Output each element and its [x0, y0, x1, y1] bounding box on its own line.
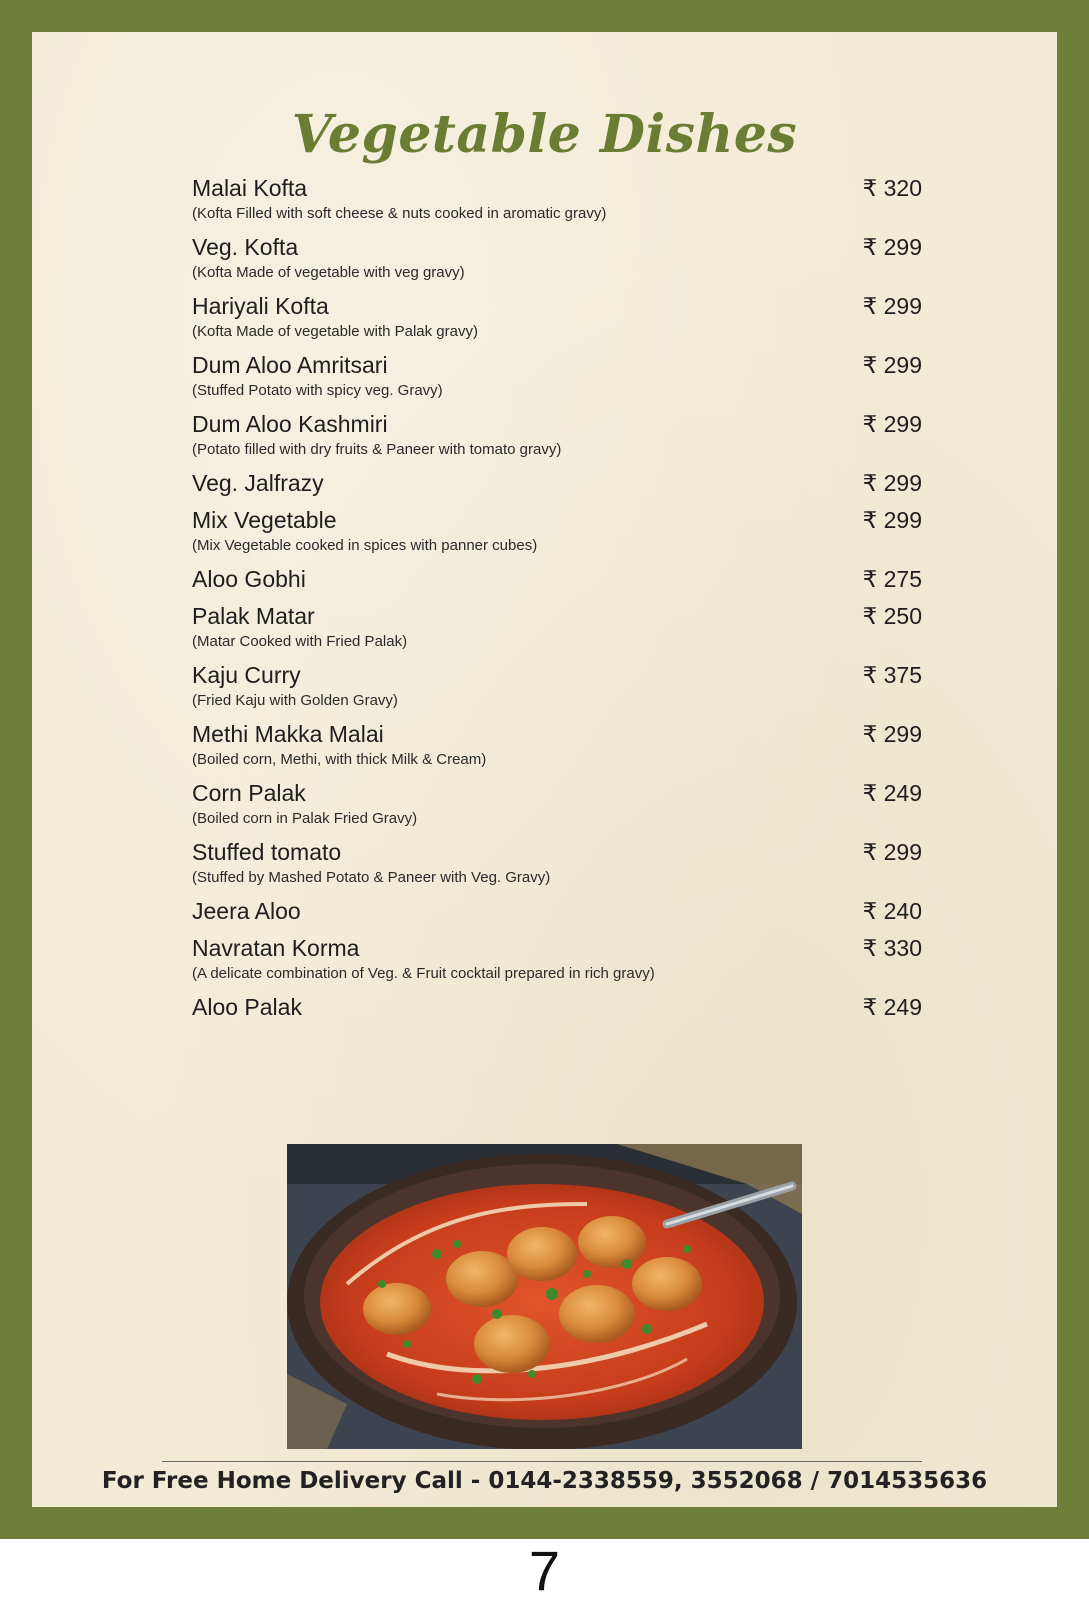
- dish-name: Aloo Palak: [192, 994, 302, 1020]
- dish-price: ₹ 299: [862, 352, 922, 378]
- menu-item-row: [192, 506, 922, 534]
- menu-item-row: [192, 174, 922, 202]
- menu-item-row: [192, 934, 922, 962]
- dish-description: (Kofta Made of vegetable with Palak gravy): [192, 323, 478, 340]
- dish-price: ₹ 299: [862, 470, 922, 496]
- menu-item-row: [192, 993, 922, 1021]
- menu-item-row: [192, 233, 922, 261]
- dish-description: (Kofta Made of vegetable with veg gravy): [192, 264, 465, 281]
- curry-bowl-image: [287, 1144, 802, 1449]
- menu-item: [192, 934, 922, 984]
- dish-price: ₹ 249: [862, 780, 922, 806]
- dish-price: ₹ 299: [862, 234, 922, 260]
- dish-price: ₹ 320: [862, 175, 922, 201]
- menu-item: [192, 661, 922, 711]
- dish-name: Aloo Gobhi: [192, 566, 306, 592]
- menu-item: [192, 720, 922, 770]
- menu-item: [192, 602, 922, 652]
- menu-item-row: [192, 469, 922, 497]
- dish-name: Mix Vegetable: [192, 507, 337, 533]
- dish-description: (Boiled corn, Methi, with thick Milk & Cream): [192, 751, 487, 768]
- menu-item-row: [192, 602, 922, 630]
- dish-price: ₹ 249: [862, 994, 922, 1020]
- menu-item: [192, 565, 922, 593]
- dish-description: (Kofta Filled with soft cheese & nuts cooked in aromatic gravy): [192, 205, 607, 222]
- menu-item: [192, 233, 922, 283]
- dish-price: ₹ 299: [862, 721, 922, 747]
- menu-item: [192, 410, 922, 460]
- dish-name: Navratan Korma: [192, 935, 360, 961]
- dish-price: ₹ 299: [862, 839, 922, 865]
- dish-name: Veg. Kofta: [192, 234, 299, 260]
- dish-description: (Boiled corn in Palak Fried Gravy): [192, 810, 418, 827]
- dish-description: (A delicate combination of Veg. & Fruit cocktail prepared in rich gravy): [192, 965, 655, 982]
- menu-item-row: [192, 661, 922, 689]
- menu-item: [192, 292, 922, 342]
- footer-divider: [162, 1461, 922, 1462]
- page-number: 7: [528, 1539, 561, 1602]
- dish-price: ₹ 275: [862, 566, 922, 592]
- menu-item-row: [192, 351, 922, 379]
- dish-name: Dum Aloo Amritsari: [192, 352, 388, 378]
- dish-description: (Stuffed by Mashed Potato & Paneer with Veg. Gravy): [192, 869, 551, 886]
- dish-name: Hariyali Kofta: [192, 293, 329, 319]
- menu-item-row: [192, 410, 922, 438]
- menu-item-row: [192, 720, 922, 748]
- dish-name: Jeera Aloo: [192, 898, 301, 924]
- menu-item: [192, 993, 922, 1021]
- menu-item: [192, 897, 922, 925]
- dish-name: Corn Palak: [192, 780, 306, 806]
- dish-price: ₹ 375: [862, 662, 922, 688]
- dish-name: Malai Kofta: [192, 175, 308, 201]
- menu-item-row: [192, 838, 922, 866]
- dish-name: Methi Makka Malai: [192, 721, 384, 747]
- menu-item: [192, 469, 922, 497]
- dish-name: Dum Aloo Kashmiri: [192, 411, 388, 437]
- menu-item-row: [192, 779, 922, 807]
- dish-price: ₹ 330: [862, 935, 922, 961]
- menu-item-row: [192, 897, 922, 925]
- dish-name: Kaju Curry: [192, 662, 301, 688]
- dish-price: ₹ 240: [862, 898, 922, 924]
- menu-item: [192, 174, 922, 224]
- dish-price: ₹ 250: [862, 603, 922, 629]
- delivery-footer: For Free Home Delivery Call - 0144-2338559, 3552068 / 7014535636: [101, 1468, 988, 1494]
- menu-item: [192, 506, 922, 556]
- dish-price: ₹ 299: [862, 507, 922, 533]
- dish-description: (Mix Vegetable cooked in spices with panner cubes): [192, 537, 538, 554]
- menu-page: [32, 32, 1057, 1507]
- menu-list: [192, 174, 922, 1021]
- menu-item-row: [192, 565, 922, 593]
- dish-photo: [287, 1144, 802, 1449]
- dish-name: Palak Matar: [192, 603, 315, 629]
- dish-name: Stuffed tomato: [192, 839, 342, 865]
- menu-item: [192, 779, 922, 829]
- page-title: Vegetable Dishes: [291, 104, 798, 165]
- dish-price: ₹ 299: [862, 293, 922, 319]
- menu-item-row: [192, 292, 922, 320]
- dish-description: (Matar Cooked with Fried Palak): [192, 633, 408, 650]
- dish-description: (Stuffed Potato with spicy veg. Gravy): [192, 382, 443, 399]
- dish-name: Veg. Jalfrazy: [192, 470, 324, 496]
- menu-item: [192, 351, 922, 401]
- dish-price: ₹ 299: [862, 411, 922, 437]
- dish-description: (Fried Kaju with Golden Gravy): [192, 692, 398, 709]
- dish-description: (Potato filled with dry fruits & Paneer with tomato gravy): [192, 441, 562, 458]
- menu-item: [192, 838, 922, 888]
